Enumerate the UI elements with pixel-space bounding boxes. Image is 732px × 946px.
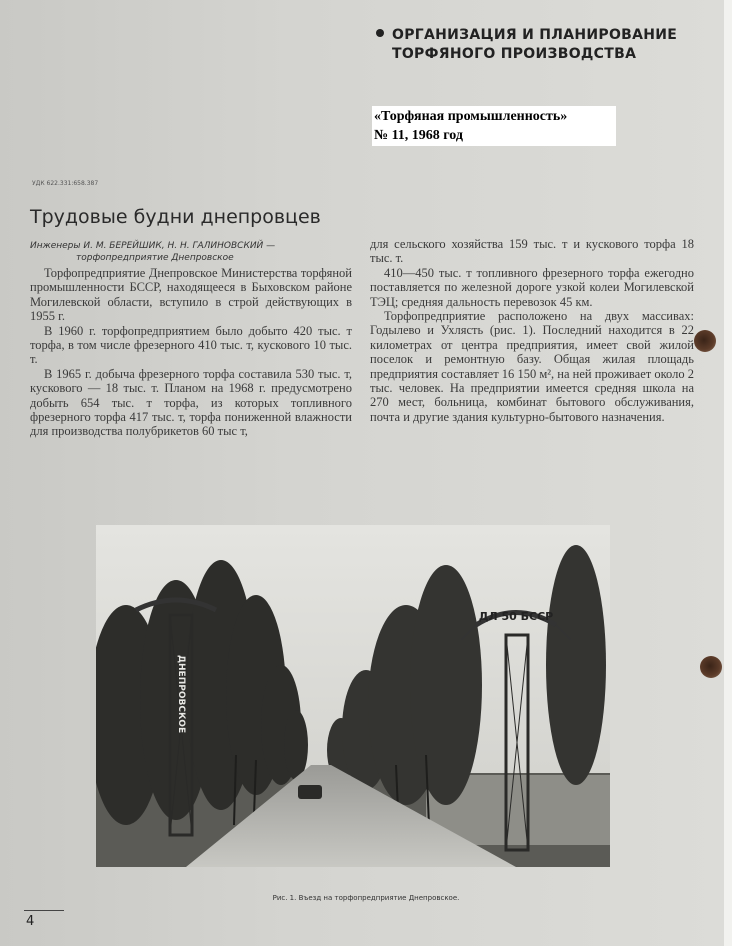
article-authors (30, 240, 360, 264)
journal-issue: № 11, 1968 год (374, 128, 463, 143)
left-column (30, 266, 352, 439)
paragraph: Торфопредприятие Днепровское Министерства торфяной промышленности БССР, находящееся в Быховском районе Могилевской области, вступило в строй действующих в 1955 г. (30, 266, 352, 324)
entrance-photo (96, 525, 610, 867)
paragraph: В 1960 г. торфопредприятием было добыто 420 тыс. т торфа, в том числе фрезерного 410 тыс. т, кускового 10 тыс. т. (30, 323, 352, 367)
arch-right-text: ДЛ 50 БССР (478, 610, 554, 623)
arch-left-text: ДНЕПРОВСКОЕ (176, 655, 186, 734)
paragraph: для сельского хозяйства 159 тыс. т и кускового торфа 18 тыс. т. (370, 237, 694, 266)
page-edge (724, 0, 732, 946)
car (298, 785, 322, 799)
journal-name: «Торфяная промышленность» (374, 109, 568, 124)
binding-hole (694, 330, 716, 352)
page-rule (24, 910, 64, 911)
paragraph: 410—450 тыс. т топливного фрезерного торфа ежегодно поставляется по железной дороге узкой колеи Могилевской ТЭЦ; средняя дальность перевозок 45 км. (370, 265, 694, 309)
authors-line: Инженеры И. М. БЕРЕЙШИК, Н. Н. ГАЛИНОВСКИЙ — (30, 241, 276, 251)
paragraph: В 1965 г. добыча фрезерного торфа составила 530 тыс. т, кускового — 18 тыс. т. Планом на 1968 г. предусмотрено добыть 654 тыс. т торфа, из которых топливного фрезерного торфа 417 тыс. т, торфа пониженной влажности для производства полубрикетов 60 тыс т, (30, 366, 352, 439)
bullet-icon (376, 29, 384, 37)
authors-organization: торфопредприятие Днепровское (76, 253, 234, 263)
section-heading-line1: ОРГАНИЗАЦИЯ И ПЛАНИРОВАНИЕ (392, 27, 678, 43)
journal-stamp (372, 106, 616, 146)
binding-hole (700, 656, 722, 678)
udc-code: УДК 622.331:658.387 (32, 180, 99, 187)
photo-caption: Рис. 1. Въезд на торфопредприятие Днепровское. (272, 894, 460, 902)
photo-frame (96, 525, 610, 867)
paragraph: Торфопредприятие расположено на двух массивах: Годылево и Ухлясть (рис. 1). Последний находится в 22 километрах от центра предприятия, имеет свой жилой поселок и ремонтную базу. Общая жилая площадь предприятия составляет 16 150 м², на ней проживает около 2 тыс. человек. На предприятии имеется средняя школа на 270 мест, больница, комбинат бытового обслуживания, почта и другие здания культурно-бытового назначения. (370, 309, 694, 424)
section-heading-line2: ТОРФЯНОГО ПРОИЗВОДСТВА (392, 46, 637, 62)
right-column (370, 237, 694, 424)
article-title: Трудовые будни днепровцев (30, 206, 321, 228)
section-heading (376, 26, 706, 64)
page-number: 4 (26, 914, 35, 929)
